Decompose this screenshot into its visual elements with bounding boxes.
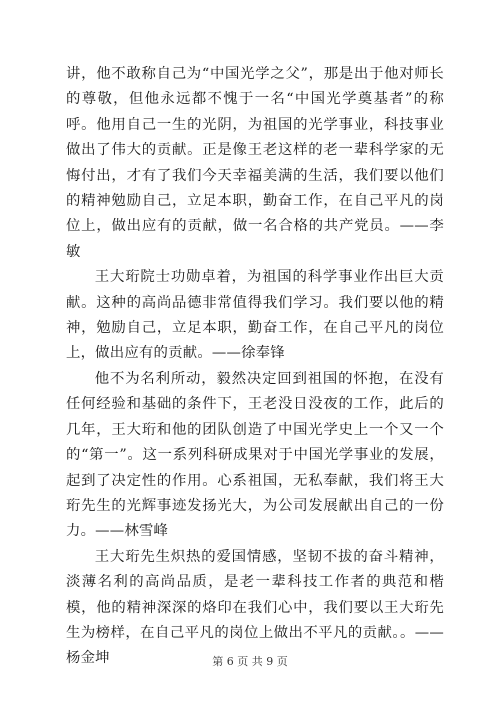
paragraph-4: 王大珩先生炽热的爱国情感，坚韧不拔的奋斗精神，淡薄名利的高尚品质，是老一辈科技工作者的典范和楷模，他的精神深深的烙印在我们心中，我们要以王大珩先生为榜样，在自己平凡的岗位上做出不平凡的贡献。。——杨金坤 [66,548,444,667]
paragraph-1: 讲，他不敢称自己为“中国光学之父”，那是出于他对师长的尊敬，但他永远都不愧于一名“中国光学奠基者”的称呼。他用自己一生的光阴，为祖国的光学事业，科技事业做出了伟大的贡献。正是像王老这样的老一辈科学家的无悔付出，才有了我们今天幸福美满的生活，我们要以他们的精神勉励自己，立足本职，勤奋工作，在自己平凡的岗位上，做出应有的贡献，做一名合格的共产党员。——李敏 [66,66,444,260]
paragraph-3: 他不为名利所动，毅然决定回到祖国的怀抱，在没有任何经验和基础的条件下，王老没日没夜的工作，此后的几年，王大珩和他的团队创造了中国光学史上一个又一个的“第一”。这一系列科研成果对于中国光学事业的发展，起到了决定性的作用。心系祖国，无私奉献，我们将王大珩先生的光辉事迹发扬光大，为公司发展献出自己的一份力。——林雪峰 [66,370,444,540]
document-body [66,62,444,672]
paragraph-2: 王大珩院士功勋卓着，为祖国的科学事业作出巨大贡献。这种的高尚品德非常值得我们学习。我们要以他的精神，勉励自己，立足本职，勤奋工作，在自己平凡的岗位上，做出应有的贡献。——徐奉锋 [66,269,444,362]
page-number-footer: 第 6 页 共 9 页 [212,655,288,668]
